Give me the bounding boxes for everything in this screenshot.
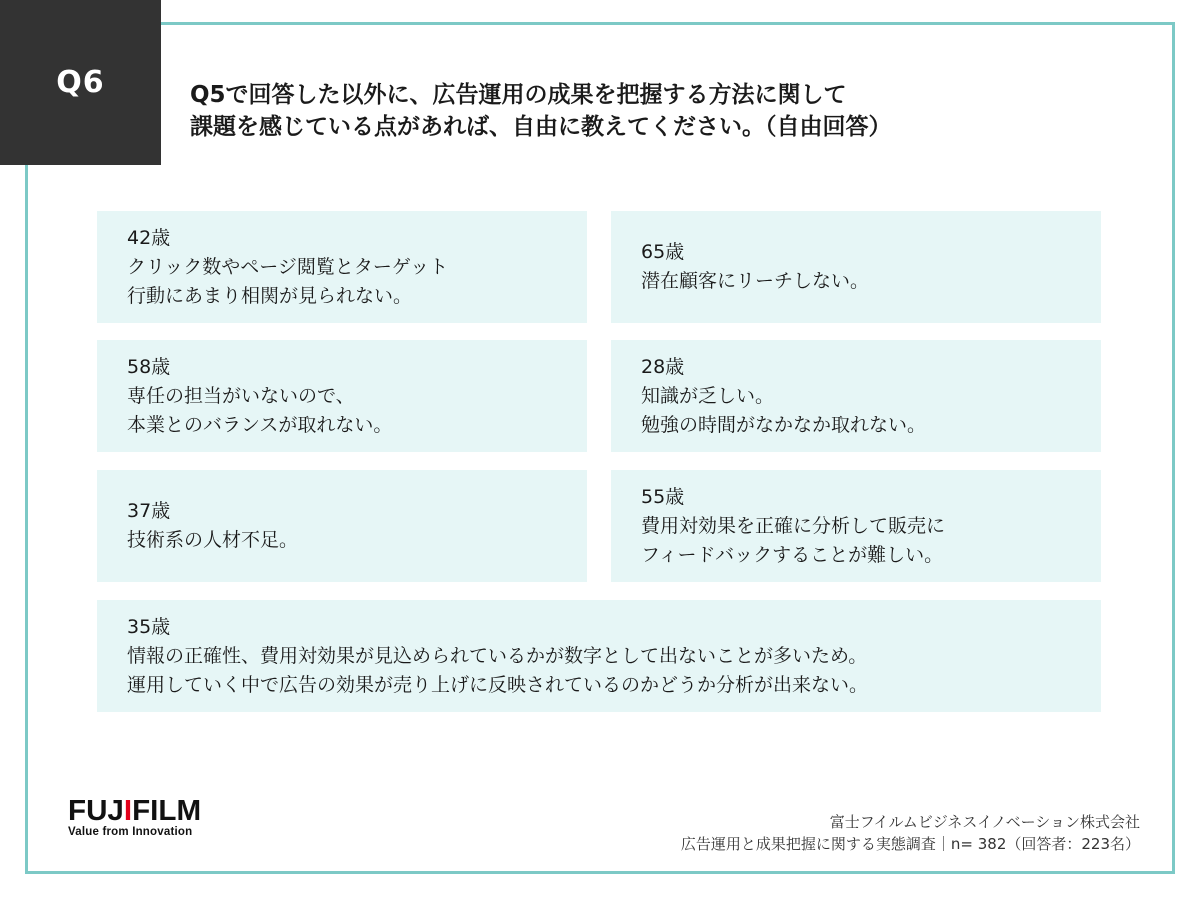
- logo-wordmark: FUJIFILM: [68, 795, 202, 827]
- respondent-age: 65歳: [641, 241, 685, 263]
- response-text-line: 運用していく中で広告の効果が売り上げに反映されているのかどうか分析が出来ない。: [127, 673, 869, 696]
- respondent-age: 58歳: [127, 355, 171, 378]
- response-card: [611, 470, 1101, 582]
- response-text-line: クリック数やページ閲覧とターゲット: [127, 255, 449, 278]
- response-card: [97, 211, 587, 323]
- question-title: [190, 79, 1090, 143]
- question-number-badge: Q6: [0, 0, 161, 165]
- fujifilm-logo: [68, 795, 202, 838]
- response-text-line: 情報の正確性、費用対効果が見込められているかが数字として出ないことが多いため。: [127, 644, 868, 667]
- respondent-age: 28歳: [641, 355, 685, 378]
- response-text-line: 勉強の時間がなかなか取れない。: [641, 413, 927, 436]
- response-card: [97, 600, 1101, 712]
- footer-survey-info: 広告運用と成果把握に関する実態調査｜n= 382（回答者：223名）: [680, 835, 1140, 853]
- response-text-line: 知識が乏しい。: [641, 384, 775, 407]
- respondent-age: 42歳: [127, 226, 171, 249]
- logo-accent-letter: I: [123, 795, 133, 827]
- response-text-line: 行動にあまり相関が見られない。: [127, 284, 413, 307]
- respondent-age: 37歳: [127, 500, 171, 522]
- source-footer: [681, 811, 1140, 855]
- response-card: [611, 211, 1101, 323]
- response-text-line: 潜在顧客にリーチしない。: [641, 270, 870, 292]
- question-line-2: 課題を感じている点があれば、自由に教えてください。（自由回答）: [190, 114, 892, 140]
- respondent-age: 55歳: [641, 485, 685, 508]
- response-text-line: 費用対効果を正確に分析して販売に: [641, 514, 946, 537]
- response-text-line: 専任の担当がいないので、: [127, 384, 355, 407]
- response-text-line: 本業とのバランスが取れない。: [127, 413, 393, 436]
- response-text-line: フィードバックすることが難しい。: [641, 543, 944, 566]
- logo-tagline: Value from Innovation: [68, 826, 193, 838]
- question-line-1: Q5で回答した以外に、広告運用の成果を把握する方法に関して: [190, 82, 847, 108]
- respondent-age: 35歳: [127, 615, 171, 638]
- response-card: [611, 340, 1101, 452]
- response-card: [97, 340, 587, 452]
- response-text-line: 技術系の人材不足。: [127, 529, 299, 551]
- footer-company: 富士フイルムビジネスイノベーション株式会社: [829, 813, 1140, 831]
- response-card: [97, 470, 587, 582]
